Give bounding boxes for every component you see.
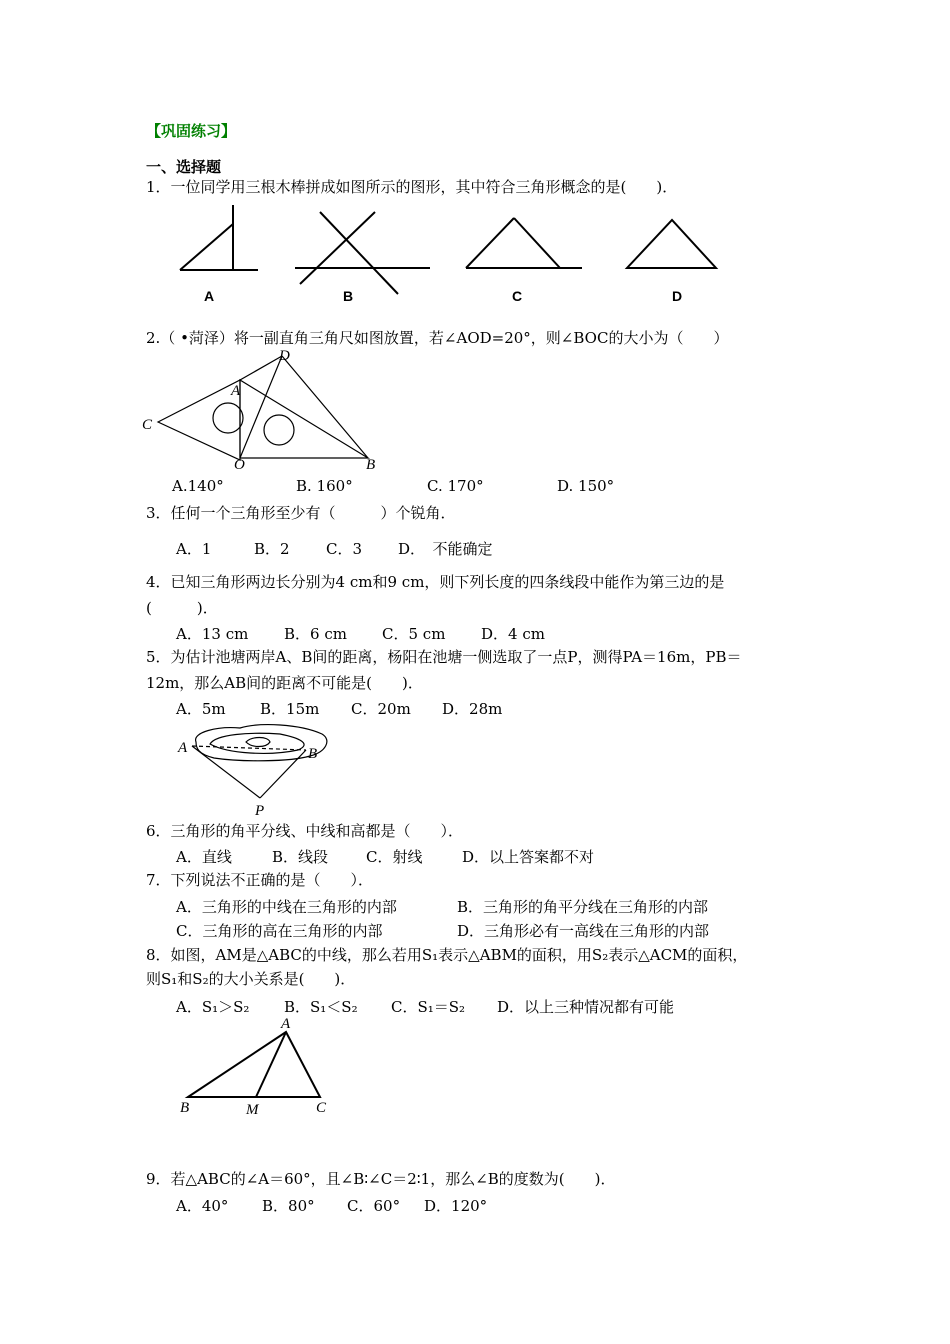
q8-label-a: A [281, 1016, 291, 1032]
q7-option-c[interactable]: C．三角形的高在三角形的内部 [176, 922, 383, 940]
question-3-text: 3．任何一个三角形至少有（ ）个锐角． [146, 504, 456, 522]
q1-label-a: A [204, 288, 215, 304]
q3-option-d[interactable]: D． 不能确定 [398, 540, 493, 558]
q9-option-d[interactable]: D．120° [424, 1197, 488, 1215]
question-8-line-1: 8．如图，AM是△ABC的中线，那么若用S₁表示△ABM的面积，用S₂表示△ACM的面积， [146, 946, 748, 964]
q1-label-c: C [512, 288, 523, 304]
q2-label-o: O [234, 457, 245, 473]
question-7-text: 7．下列说法不正确的是（ ）． [146, 871, 374, 889]
q7-option-b[interactable]: B．三角形的角平分线在三角形的内部 [457, 898, 709, 916]
q5-option-b[interactable]: B．15m [260, 700, 320, 718]
section-title: 【巩固练习】 [146, 122, 237, 140]
q6-option-b[interactable]: B．线段 [272, 848, 329, 866]
q5-label-p: P [255, 803, 265, 819]
q5-option-a[interactable]: A．5m [176, 700, 226, 718]
q2-option-b[interactable]: B. 160° [296, 477, 353, 495]
q9-option-b[interactable]: B．80° [262, 1197, 315, 1215]
q7-option-a[interactable]: A．三角形的中线在三角形的内部 [176, 898, 397, 916]
q6-option-a[interactable]: A．直线 [176, 848, 232, 866]
question-8-line-2: 则S₁和S₂的大小关系是( )． [146, 970, 356, 988]
q8-option-b[interactable]: B．S₁＜S₂ [284, 998, 358, 1016]
q5-label-b: B [308, 746, 318, 762]
q8-option-c[interactable]: C．S₁＝S₂ [391, 998, 466, 1016]
question-9 [146, 1167, 616, 1191]
q5-label-a: A [178, 740, 188, 756]
q2-label-a: A [231, 383, 241, 399]
q5-option-c[interactable]: C．20m [351, 700, 411, 718]
q8-label-m: M [246, 1102, 259, 1118]
question-2-text: 2.（ •菏泽）将一副直角三角尺如图放置，若∠AOD=20°，则∠BOC的大小为（ ） [146, 329, 729, 347]
q2-option-d[interactable]: D. 150° [557, 477, 615, 495]
q2-option-a[interactable]: A.140° [172, 477, 224, 495]
q2-label-d: D [279, 348, 290, 364]
question-4-line-1: 4．已知三角形两边长分别为4 cm和9 cm，则下列长度的四条线段中能作为第三边的是 [146, 573, 725, 591]
question-4-line-2: ( )． [146, 599, 218, 617]
q9-option-a[interactable]: A．40° [176, 1197, 229, 1215]
q8-option-a[interactable]: A．S₁＞S₂ [176, 998, 250, 1016]
question-9-text: 9．若△ABC的∠A＝60°，且∠B∶∠C＝2∶1，那么∠B的度数为( )． [146, 1170, 616, 1188]
q3-option-a[interactable]: A．1 [176, 540, 212, 558]
q1-label-b: B [343, 288, 354, 304]
part-heading: 一、选择题 [146, 158, 222, 176]
q8-label-b: B [180, 1100, 190, 1116]
q3-option-c[interactable]: C．3 [326, 540, 363, 558]
question-6-text: 6．三角形的角平分线、中线和高都是（ ）． [146, 822, 464, 840]
q8-option-d[interactable]: D．以上三种情况都有可能 [497, 998, 675, 1016]
q1-label-d: D [672, 288, 683, 304]
q4-option-c[interactable]: C．5 cm [382, 625, 446, 643]
q7-option-d[interactable]: D．三角形必有一高线在三角形的内部 [457, 922, 710, 940]
question-1-text: 1．一位同学用三根木棒拼成如图所示的图形，其中符合三角形概念的是( )． [146, 178, 678, 196]
question-5-line-1: 5．为估计池塘两岸A、B间的距离，杨阳在池塘一侧选取了一点P，测得PA＝16m，PB＝ [146, 648, 742, 666]
q6-option-c[interactable]: C．射线 [366, 848, 423, 866]
q4-option-d[interactable]: D．4 cm [481, 625, 545, 643]
q8-label-c: C [316, 1100, 327, 1116]
q3-option-b[interactable]: B．2 [254, 540, 290, 558]
q2-label-b: B [366, 457, 376, 473]
q4-option-b[interactable]: B．6 cm [284, 625, 347, 643]
q9-option-c[interactable]: C．60° [347, 1197, 401, 1215]
q2-label-c: C [142, 417, 153, 433]
q5-option-d[interactable]: D．28m [442, 700, 503, 718]
q6-option-d[interactable]: D．以上答案都不对 [462, 848, 595, 866]
q4-option-a[interactable]: A．13 cm [176, 625, 249, 643]
q2-option-c[interactable]: C. 170° [427, 477, 484, 495]
question-5-line-2: 12m，那么AB间的距离不可能是( )． [146, 674, 423, 692]
